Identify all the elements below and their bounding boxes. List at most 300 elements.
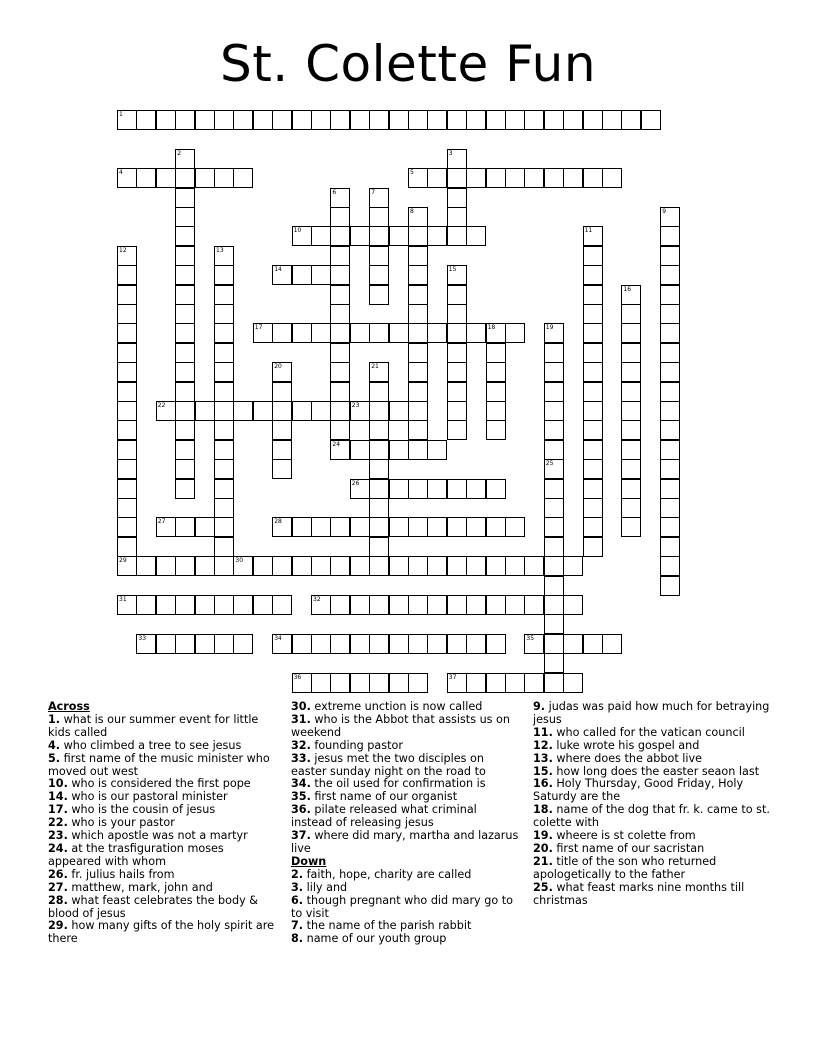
grid-cell[interactable] (505, 323, 525, 343)
grid-cell[interactable] (117, 537, 137, 557)
grid-cell[interactable] (563, 673, 583, 693)
grid-cell[interactable] (233, 401, 253, 421)
grid-cell[interactable] (641, 110, 661, 130)
grid-cell[interactable] (214, 362, 234, 382)
grid-cell[interactable] (369, 265, 389, 285)
grid-cell[interactable] (214, 498, 234, 518)
grid-cell[interactable] (427, 168, 447, 188)
grid-cell[interactable] (369, 110, 389, 130)
grid-cell[interactable] (583, 246, 603, 266)
grid-cell[interactable] (214, 304, 234, 324)
grid-cell[interactable] (311, 401, 331, 421)
grid-cell[interactable] (466, 673, 486, 693)
grid-cell[interactable] (369, 479, 389, 499)
grid-cell[interactable] (253, 110, 273, 130)
grid-cell[interactable] (660, 537, 680, 557)
grid-cell[interactable] (311, 556, 331, 576)
grid-cell[interactable] (311, 110, 331, 130)
grid-cell[interactable] (214, 110, 234, 130)
grid-cell[interactable] (117, 517, 137, 537)
grid-cell[interactable] (214, 440, 234, 460)
grid-cell[interactable] (466, 595, 486, 615)
grid-cell[interactable] (660, 556, 680, 576)
grid-cell[interactable] (175, 207, 195, 227)
grid-cell[interactable] (214, 459, 234, 479)
grid-cell[interactable] (524, 634, 544, 654)
grid-cell[interactable] (389, 595, 409, 615)
grid-cell[interactable] (292, 634, 312, 654)
grid-cell[interactable] (660, 517, 680, 537)
grid-cell[interactable] (660, 304, 680, 324)
grid-cell[interactable] (447, 556, 467, 576)
grid-cell[interactable] (175, 304, 195, 324)
grid-cell[interactable] (447, 595, 467, 615)
grid-cell[interactable] (214, 634, 234, 654)
grid-cell[interactable] (524, 556, 544, 576)
grid-cell[interactable] (330, 517, 350, 537)
grid-cell[interactable] (524, 595, 544, 615)
grid-cell[interactable] (408, 207, 428, 227)
grid-cell[interactable] (563, 556, 583, 576)
grid-cell[interactable] (214, 323, 234, 343)
grid-cell[interactable] (621, 459, 641, 479)
grid-cell[interactable] (117, 440, 137, 460)
grid-cell[interactable] (214, 265, 234, 285)
grid-cell[interactable] (486, 343, 506, 363)
grid-cell[interactable] (214, 556, 234, 576)
grid-cell[interactable] (369, 537, 389, 557)
grid-cell[interactable] (117, 498, 137, 518)
grid-cell[interactable] (524, 110, 544, 130)
grid-cell[interactable] (233, 634, 253, 654)
grid-cell[interactable] (369, 323, 389, 343)
grid-cell[interactable] (660, 479, 680, 499)
grid-cell[interactable] (583, 420, 603, 440)
grid-cell[interactable] (292, 265, 312, 285)
grid-cell[interactable] (330, 343, 350, 363)
grid-cell[interactable] (466, 479, 486, 499)
grid-cell[interactable] (583, 498, 603, 518)
grid-cell[interactable] (583, 459, 603, 479)
grid-cell[interactable] (330, 246, 350, 266)
grid-cell[interactable] (583, 285, 603, 305)
grid-cell[interactable] (486, 517, 506, 537)
grid-cell[interactable] (117, 459, 137, 479)
grid-cell[interactable] (117, 401, 137, 421)
grid-cell[interactable] (427, 556, 447, 576)
grid-cell[interactable] (117, 556, 137, 576)
grid-cell[interactable] (408, 265, 428, 285)
grid-cell[interactable] (660, 226, 680, 246)
grid-cell[interactable] (427, 634, 447, 654)
grid-cell[interactable] (486, 382, 506, 402)
grid-cell[interactable] (408, 304, 428, 324)
grid-cell[interactable] (583, 343, 603, 363)
grid-cell[interactable] (447, 343, 467, 363)
grid-cell[interactable] (253, 323, 273, 343)
grid-cell[interactable] (621, 362, 641, 382)
grid-cell[interactable] (524, 673, 544, 693)
grid-cell[interactable] (311, 226, 331, 246)
grid-cell[interactable] (621, 343, 641, 363)
grid-cell[interactable] (602, 110, 622, 130)
grid-cell[interactable] (214, 343, 234, 363)
grid-cell[interactable] (583, 265, 603, 285)
grid-cell[interactable] (466, 517, 486, 537)
grid-cell[interactable] (660, 343, 680, 363)
grid-cell[interactable] (621, 479, 641, 499)
grid-cell[interactable] (330, 556, 350, 576)
grid-cell[interactable] (330, 110, 350, 130)
grid-cell[interactable] (272, 323, 292, 343)
grid-cell[interactable] (563, 634, 583, 654)
grid-cell[interactable] (233, 110, 253, 130)
grid-cell[interactable] (175, 440, 195, 460)
grid-cell[interactable] (369, 226, 389, 246)
grid-cell[interactable] (447, 323, 467, 343)
grid-cell[interactable] (621, 304, 641, 324)
grid-cell[interactable] (253, 595, 273, 615)
grid-cell[interactable] (466, 323, 486, 343)
grid-cell[interactable] (505, 556, 525, 576)
grid-cell[interactable] (427, 440, 447, 460)
grid-cell[interactable] (292, 673, 312, 693)
grid-cell[interactable] (214, 382, 234, 402)
grid-cell[interactable] (505, 595, 525, 615)
grid-cell[interactable] (156, 168, 176, 188)
grid-cell[interactable] (583, 168, 603, 188)
grid-cell[interactable] (369, 673, 389, 693)
grid-cell[interactable] (369, 634, 389, 654)
grid-cell[interactable] (447, 382, 467, 402)
grid-cell[interactable] (311, 517, 331, 537)
grid-cell[interactable] (330, 323, 350, 343)
grid-cell[interactable] (660, 420, 680, 440)
grid-cell[interactable] (660, 382, 680, 402)
grid-cell[interactable] (369, 401, 389, 421)
grid-cell[interactable] (408, 226, 428, 246)
grid-cell[interactable] (117, 420, 137, 440)
grid-cell[interactable] (350, 634, 370, 654)
grid-cell[interactable] (253, 556, 273, 576)
grid-cell[interactable] (544, 362, 564, 382)
grid-cell[interactable] (292, 401, 312, 421)
grid-cell[interactable] (389, 673, 409, 693)
grid-cell[interactable] (486, 673, 506, 693)
grid-cell[interactable] (292, 517, 312, 537)
grid-cell[interactable] (660, 265, 680, 285)
grid-cell[interactable] (660, 323, 680, 343)
grid-cell[interactable] (389, 634, 409, 654)
grid-cell[interactable] (544, 168, 564, 188)
grid-cell[interactable] (311, 673, 331, 693)
grid-cell[interactable] (214, 479, 234, 499)
grid-cell[interactable] (233, 556, 253, 576)
grid-cell[interactable] (583, 382, 603, 402)
grid-cell[interactable] (408, 343, 428, 363)
grid-cell[interactable] (544, 673, 564, 693)
grid-cell[interactable] (272, 420, 292, 440)
grid-cell[interactable] (408, 323, 428, 343)
grid-cell[interactable] (447, 479, 467, 499)
grid-cell[interactable] (408, 246, 428, 266)
grid-cell[interactable] (175, 188, 195, 208)
grid-cell[interactable] (175, 343, 195, 363)
grid-cell[interactable] (660, 498, 680, 518)
grid-cell[interactable] (175, 479, 195, 499)
grid-cell[interactable] (486, 479, 506, 499)
grid-cell[interactable] (408, 382, 428, 402)
grid-cell[interactable] (486, 110, 506, 130)
grid-cell[interactable] (466, 168, 486, 188)
grid-cell[interactable] (408, 440, 428, 460)
grid-cell[interactable] (660, 576, 680, 596)
grid-cell[interactable] (214, 246, 234, 266)
grid-cell[interactable] (447, 149, 467, 169)
grid-cell[interactable] (544, 653, 564, 673)
grid-cell[interactable] (117, 323, 137, 343)
grid-cell[interactable] (330, 420, 350, 440)
grid-cell[interactable] (602, 634, 622, 654)
grid-cell[interactable] (350, 110, 370, 130)
grid-cell[interactable] (466, 634, 486, 654)
grid-cell[interactable] (583, 304, 603, 324)
grid-cell[interactable] (389, 440, 409, 460)
grid-cell[interactable] (330, 226, 350, 246)
grid-cell[interactable] (563, 168, 583, 188)
grid-cell[interactable] (195, 634, 215, 654)
grid-cell[interactable] (583, 634, 603, 654)
grid-cell[interactable] (447, 265, 467, 285)
grid-cell[interactable] (505, 110, 525, 130)
grid-cell[interactable] (389, 323, 409, 343)
grid-cell[interactable] (330, 362, 350, 382)
grid-cell[interactable] (369, 188, 389, 208)
grid-cell[interactable] (427, 595, 447, 615)
grid-cell[interactable] (214, 595, 234, 615)
grid-cell[interactable] (583, 440, 603, 460)
grid-cell[interactable] (486, 556, 506, 576)
grid-cell[interactable] (563, 595, 583, 615)
grid-cell[interactable] (117, 362, 137, 382)
grid-cell[interactable] (330, 207, 350, 227)
grid-cell[interactable] (175, 517, 195, 537)
grid-cell[interactable] (427, 517, 447, 537)
grid-cell[interactable] (486, 634, 506, 654)
grid-cell[interactable] (117, 382, 137, 402)
grid-cell[interactable] (330, 265, 350, 285)
grid-cell[interactable] (583, 517, 603, 537)
grid-cell[interactable] (602, 168, 622, 188)
grid-cell[interactable] (117, 479, 137, 499)
grid-cell[interactable] (175, 323, 195, 343)
grid-cell[interactable] (544, 323, 564, 343)
grid-cell[interactable] (175, 110, 195, 130)
grid-cell[interactable] (408, 168, 428, 188)
grid-cell[interactable] (369, 285, 389, 305)
grid-cell[interactable] (272, 401, 292, 421)
grid-cell[interactable] (544, 634, 564, 654)
grid-cell[interactable] (544, 595, 564, 615)
grid-cell[interactable] (408, 673, 428, 693)
grid-cell[interactable] (621, 285, 641, 305)
grid-cell[interactable] (544, 479, 564, 499)
grid-cell[interactable] (389, 556, 409, 576)
grid-cell[interactable] (272, 556, 292, 576)
grid-cell[interactable] (660, 459, 680, 479)
grid-cell[interactable] (117, 168, 137, 188)
grid-cell[interactable] (272, 110, 292, 130)
grid-cell[interactable] (214, 517, 234, 537)
grid-cell[interactable] (175, 459, 195, 479)
grid-cell[interactable] (408, 362, 428, 382)
grid-cell[interactable] (369, 556, 389, 576)
grid-cell[interactable] (389, 517, 409, 537)
grid-cell[interactable] (272, 440, 292, 460)
grid-cell[interactable] (195, 401, 215, 421)
grid-cell[interactable] (583, 323, 603, 343)
grid-cell[interactable] (486, 401, 506, 421)
grid-cell[interactable] (660, 440, 680, 460)
grid-cell[interactable] (195, 110, 215, 130)
grid-cell[interactable] (214, 168, 234, 188)
grid-cell[interactable] (447, 673, 467, 693)
grid-cell[interactable] (175, 246, 195, 266)
grid-cell[interactable] (311, 265, 331, 285)
grid-cell[interactable] (447, 110, 467, 130)
grid-cell[interactable] (369, 595, 389, 615)
grid-cell[interactable] (389, 479, 409, 499)
grid-cell[interactable] (544, 440, 564, 460)
grid-cell[interactable] (117, 595, 137, 615)
grid-cell[interactable] (486, 420, 506, 440)
grid-cell[interactable] (350, 517, 370, 537)
grid-cell[interactable] (350, 226, 370, 246)
grid-cell[interactable] (272, 382, 292, 402)
grid-cell[interactable] (117, 304, 137, 324)
grid-cell[interactable] (389, 226, 409, 246)
grid-cell[interactable] (311, 595, 331, 615)
grid-cell[interactable] (447, 634, 467, 654)
grid-cell[interactable] (505, 673, 525, 693)
grid-cell[interactable] (195, 556, 215, 576)
grid-cell[interactable] (369, 207, 389, 227)
grid-cell[interactable] (330, 401, 350, 421)
grid-cell[interactable] (195, 517, 215, 537)
grid-cell[interactable] (292, 556, 312, 576)
grid-cell[interactable] (350, 440, 370, 460)
grid-cell[interactable] (447, 517, 467, 537)
grid-cell[interactable] (447, 285, 467, 305)
grid-cell[interactable] (621, 498, 641, 518)
grid-cell[interactable] (330, 188, 350, 208)
grid-cell[interactable] (117, 110, 137, 130)
grid-cell[interactable] (408, 634, 428, 654)
grid-cell[interactable] (486, 168, 506, 188)
grid-cell[interactable] (505, 168, 525, 188)
grid-cell[interactable] (214, 420, 234, 440)
grid-cell[interactable] (660, 401, 680, 421)
grid-cell[interactable] (621, 382, 641, 402)
grid-cell[interactable] (350, 556, 370, 576)
grid-cell[interactable] (369, 517, 389, 537)
grid-cell[interactable] (408, 420, 428, 440)
grid-cell[interactable] (175, 362, 195, 382)
grid-cell[interactable] (330, 304, 350, 324)
grid-cell[interactable] (195, 168, 215, 188)
grid-cell[interactable] (272, 595, 292, 615)
grid-cell[interactable] (214, 537, 234, 557)
grid-cell[interactable] (214, 401, 234, 421)
grid-cell[interactable] (369, 498, 389, 518)
grid-cell[interactable] (524, 168, 544, 188)
grid-cell[interactable] (583, 110, 603, 130)
grid-cell[interactable] (136, 634, 156, 654)
grid-cell[interactable] (660, 207, 680, 227)
grid-cell[interactable] (660, 362, 680, 382)
grid-cell[interactable] (486, 362, 506, 382)
grid-cell[interactable] (175, 168, 195, 188)
grid-cell[interactable] (195, 595, 215, 615)
grid-cell[interactable] (175, 226, 195, 246)
grid-cell[interactable] (175, 285, 195, 305)
grid-cell[interactable] (544, 537, 564, 557)
grid-cell[interactable] (544, 110, 564, 130)
grid-cell[interactable] (563, 110, 583, 130)
grid-cell[interactable] (272, 265, 292, 285)
grid-cell[interactable] (156, 556, 176, 576)
grid-cell[interactable] (156, 634, 176, 654)
grid-cell[interactable] (544, 576, 564, 596)
grid-cell[interactable] (583, 362, 603, 382)
grid-cell[interactable] (408, 479, 428, 499)
grid-cell[interactable] (408, 595, 428, 615)
grid-cell[interactable] (408, 285, 428, 305)
grid-cell[interactable] (292, 323, 312, 343)
grid-cell[interactable] (136, 556, 156, 576)
grid-cell[interactable] (447, 362, 467, 382)
grid-cell[interactable] (175, 149, 195, 169)
grid-cell[interactable] (544, 459, 564, 479)
grid-cell[interactable] (175, 265, 195, 285)
grid-cell[interactable] (544, 420, 564, 440)
grid-cell[interactable] (117, 343, 137, 363)
grid-cell[interactable] (272, 459, 292, 479)
grid-cell[interactable] (233, 595, 253, 615)
grid-cell[interactable] (175, 401, 195, 421)
grid-cell[interactable] (156, 595, 176, 615)
grid-cell[interactable] (544, 498, 564, 518)
grid-cell[interactable] (621, 440, 641, 460)
grid-cell[interactable] (389, 110, 409, 130)
grid-cell[interactable] (583, 401, 603, 421)
grid-cell[interactable] (175, 420, 195, 440)
grid-cell[interactable] (233, 168, 253, 188)
grid-cell[interactable] (292, 110, 312, 130)
grid-cell[interactable] (175, 556, 195, 576)
grid-cell[interactable] (544, 517, 564, 537)
grid-cell[interactable] (350, 401, 370, 421)
grid-cell[interactable] (583, 537, 603, 557)
grid-cell[interactable] (544, 382, 564, 402)
grid-cell[interactable] (136, 168, 156, 188)
grid-cell[interactable] (447, 226, 467, 246)
grid-cell[interactable] (486, 323, 506, 343)
grid-cell[interactable] (156, 401, 176, 421)
grid-cell[interactable] (660, 285, 680, 305)
grid-cell[interactable] (369, 246, 389, 266)
grid-cell[interactable] (136, 110, 156, 130)
